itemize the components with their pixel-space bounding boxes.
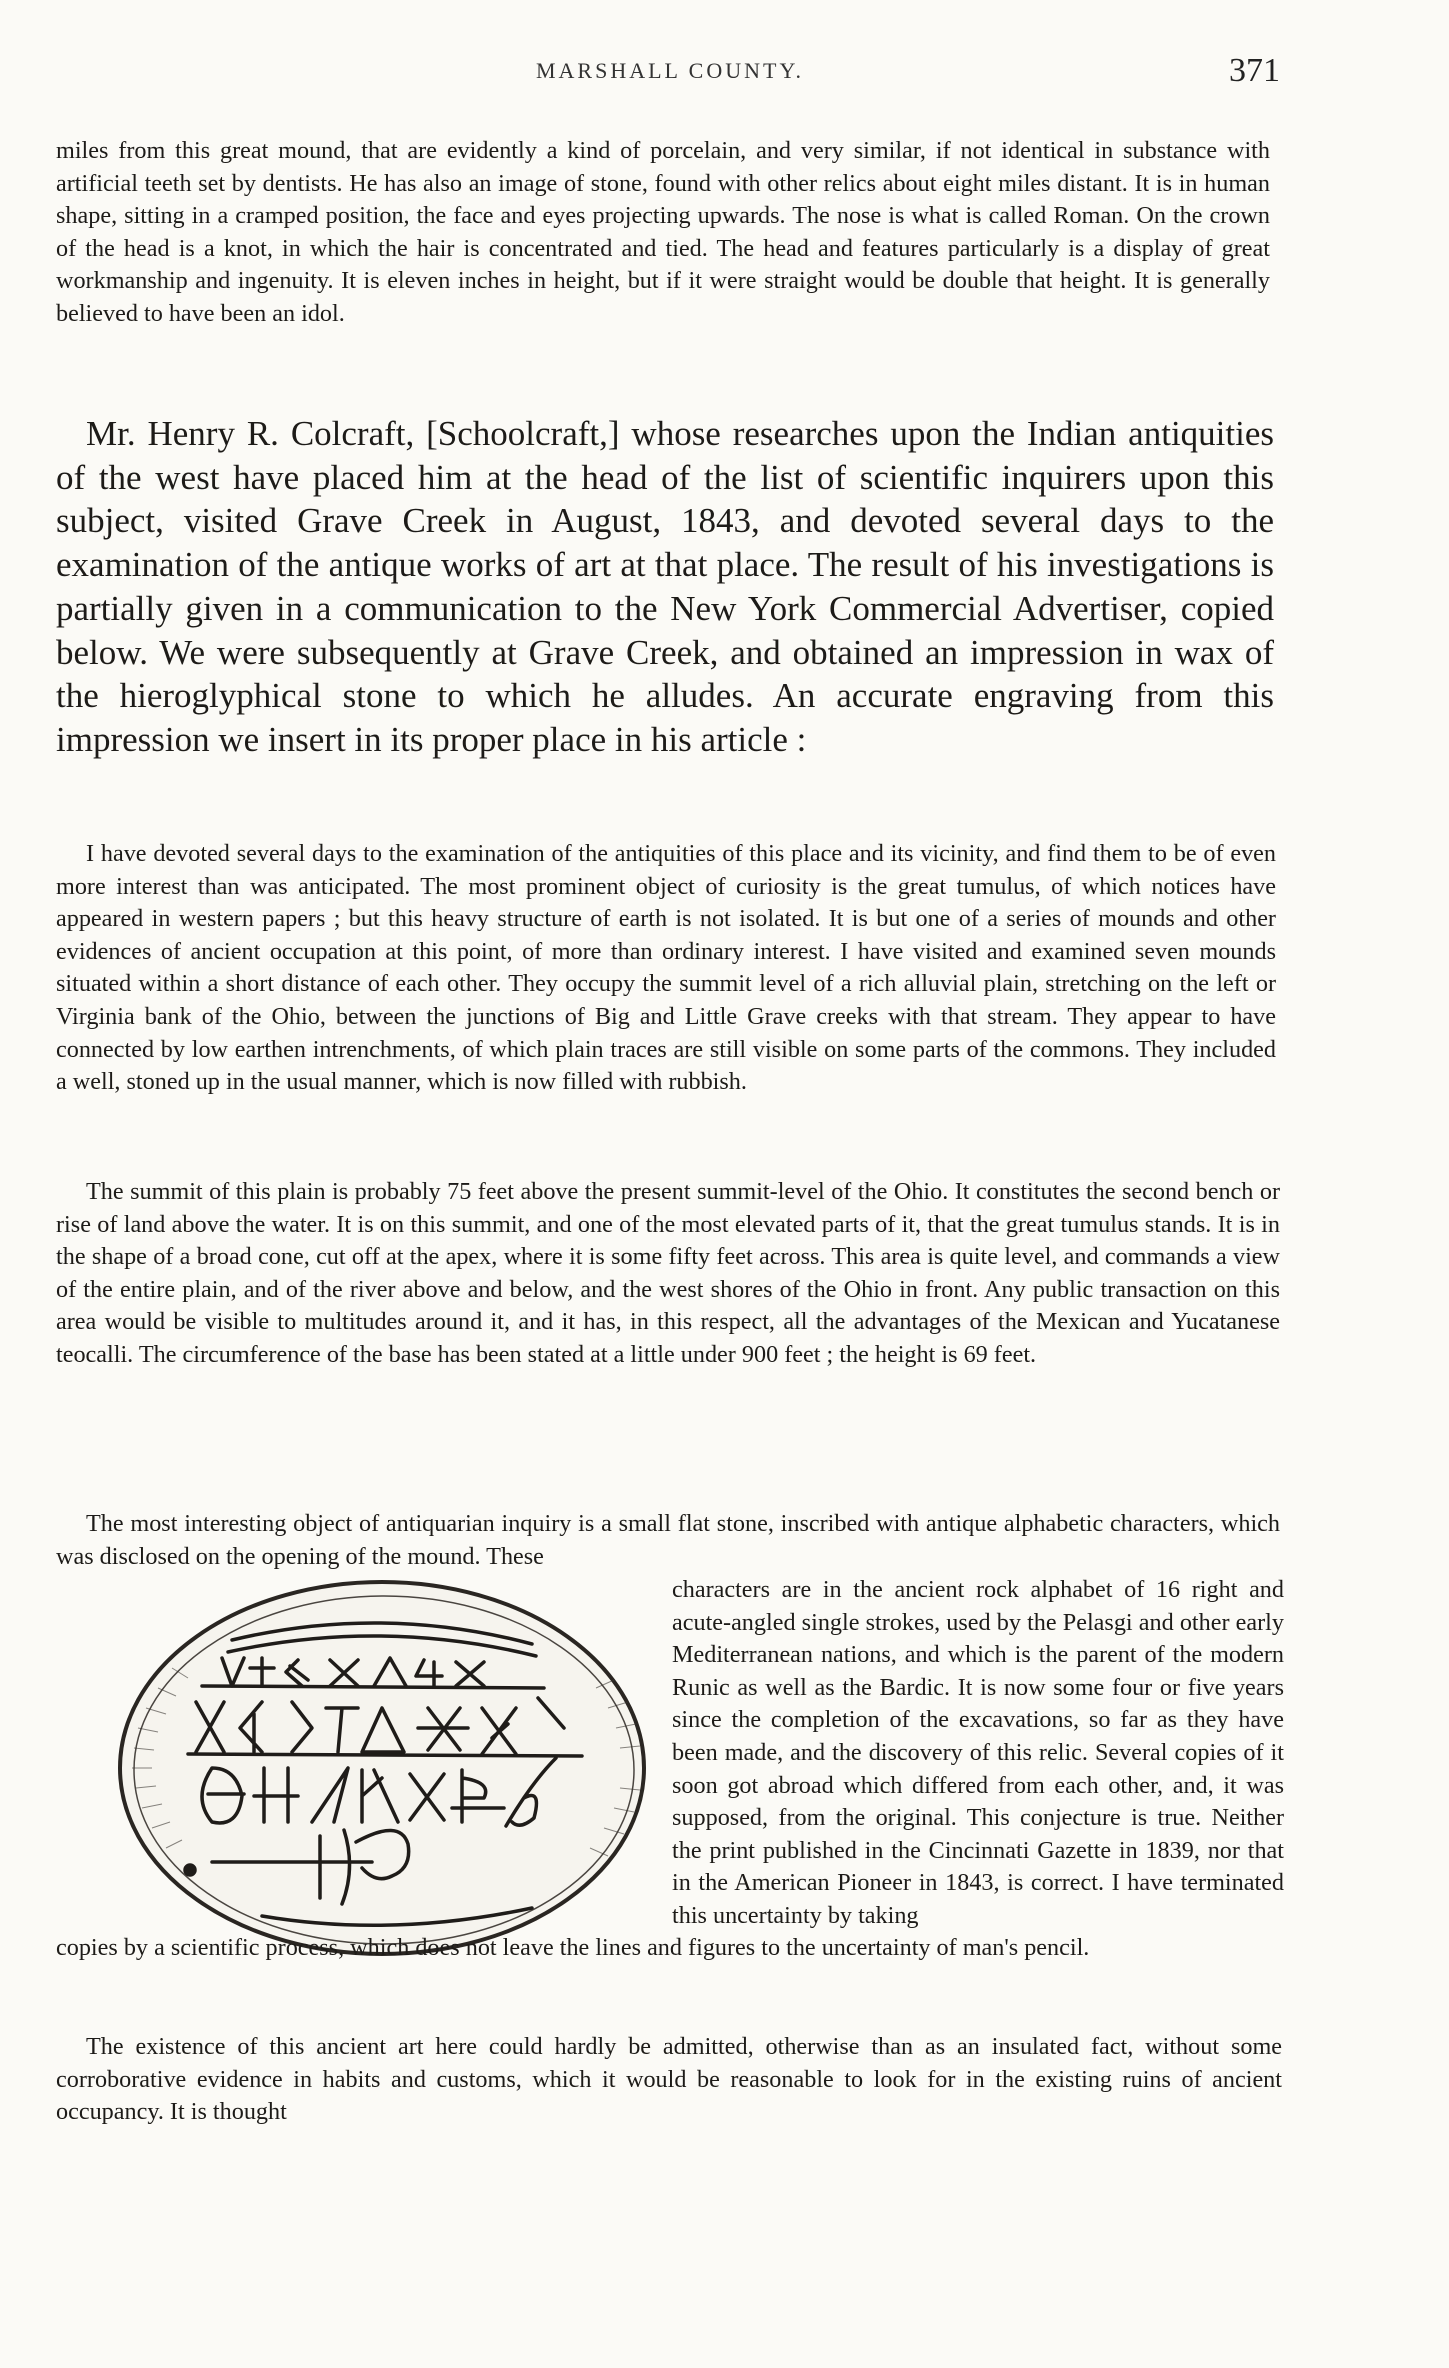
page-header	[60, 52, 1280, 102]
paragraph-schoolcraft-intro	[56, 412, 1274, 762]
paragraph-text: The existence of this ancient art here could hardly be admitted, otherwise than as an insulated fact, without some corroborative evidence in habits and customs, which it would be reasonable to look for in the existing ruins of ancient occupancy. It is thought	[56, 2033, 1282, 2126]
running-head: MARSHALL COUNTY.	[535, 58, 805, 83]
page-number: 371	[1229, 52, 1280, 89]
paragraph-text: miles from this great mound, that are evidently a kind of porcelain, and very similar, if not identical in substance with artificial teeth set by dentists. He has also an image of stone, found with other relics about eight miles distant. It is in human shape, sitting in a cramped position, the face and eyes projecting upwards. The nose is what is called Roman. On the crown of the head is a knot, in which the hair is concentrated and tied. The head and features particularly is a display of great workmanship and ingenuity. It is eleven inches in height, but if it were straight would be double that height. It is generally believed to have been an idol.	[56, 137, 1270, 327]
inscribed-stone-engraving	[112, 1568, 658, 1964]
paragraph-text: Mr. Henry R. Colcraft, [Schoolcraft,] whose researches upon the Indian antiquities of the west have placed him at the head of the list of scientific inquirers upon this subject, visited Grave Creek in August, 1843, and devoted several days to the examination of the antique works of art at that place. The result of his investigations is partially given in a communication to the New York Commercial Advertiser, copied below. We were subsequently at Grave Creek, and obtained an impression in wax of the hieroglyphical stone to which he alludes. An accurate engraving from this impression we insert in its proper place in his article :	[56, 414, 1274, 759]
paragraph-stone-conclusion	[56, 1932, 1280, 1965]
paragraph-tumulus	[56, 1176, 1280, 1372]
paragraph-stone-intro	[56, 1508, 1280, 1573]
paragraph-ancient-art	[56, 2031, 1282, 2129]
paragraph-text: characters are in the ancient rock alphabet of 16 right and acute-angled single strokes, used by the Pelasgi and other early Mediterranean nations, and which is the parent of the modern Runic as well as the Bardic. It is now some four or five years since the completion of the excavations, so far as they have been made, and the discovery of this relic. Several copies of it soon got abroad which differed from each other, and, it was supposed, from the original. This conjecture is true. Neither the print published in the Cincinnati Gazette in 1839, nor that in the American Pioneer in 1843, is correct. I have terminated this uncertainty by taking	[672, 1576, 1284, 1929]
paragraph-idol-description	[56, 135, 1270, 331]
paragraph-text: The summit of this plain is probably 75 feet above the present summit-level of the Ohio. It constitutes the second bench or rise of land above the water. It is on this summit, and one of the most elevated parts of it, that the great tumulus stands. It is in the shape of a broad cone, cut off at the apex, where it is some fifty feet across. This area is quite level, and commands a view of the entire plain, and of the river above and below, and the west shores of the Ohio in front. Any public transaction on this area would be visible to multitudes around it, and it has, in this respect, all the advantages of the Mexican and Yucatanese teocalli. The circumference of the base has been stated at a little under 900 feet ; the height is 69 feet.	[56, 1178, 1280, 1368]
paragraph-text: I have devoted several days to the examination of the antiquities of this place and its vicinity, and find them to be of even more interest than was anticipated. The most prominent object of curiosity is the great tumulus, of which notices have appeared in western papers ; but this heavy structure of earth is not isolated. It is but one of a series of mounds and other evidences of ancient occupation at this point, of more than ordinary interest. I have visited and examined seven mounds situated within a short distance of each other. They occupy the summit level of a rich alluvial plain, stretching on the left or Virginia bank of the Ohio, between the junctions of Big and Little Grave creeks with that stream. They appear to have connected by low earthen intrenchments, of which plain traces are still visible on some parts of the commons. They included a well, stoned up in the usual manner, which is now filled with rubbish.	[56, 840, 1276, 1096]
paragraph-mounds	[56, 838, 1276, 1099]
paragraph-stone-wrapped	[672, 1574, 1284, 1933]
paragraph-text: The most interesting object of antiquarian inquiry is a small flat stone, inscribed with antique alphabetic characters, which was disclosed on the opening of the mound. These	[56, 1510, 1280, 1570]
inscribed-stone-figure	[112, 1568, 658, 1964]
paragraph-text: copies by a scientific process, which does not leave the lines and figures to the uncertainty of man's pencil.	[56, 1934, 1090, 1961]
